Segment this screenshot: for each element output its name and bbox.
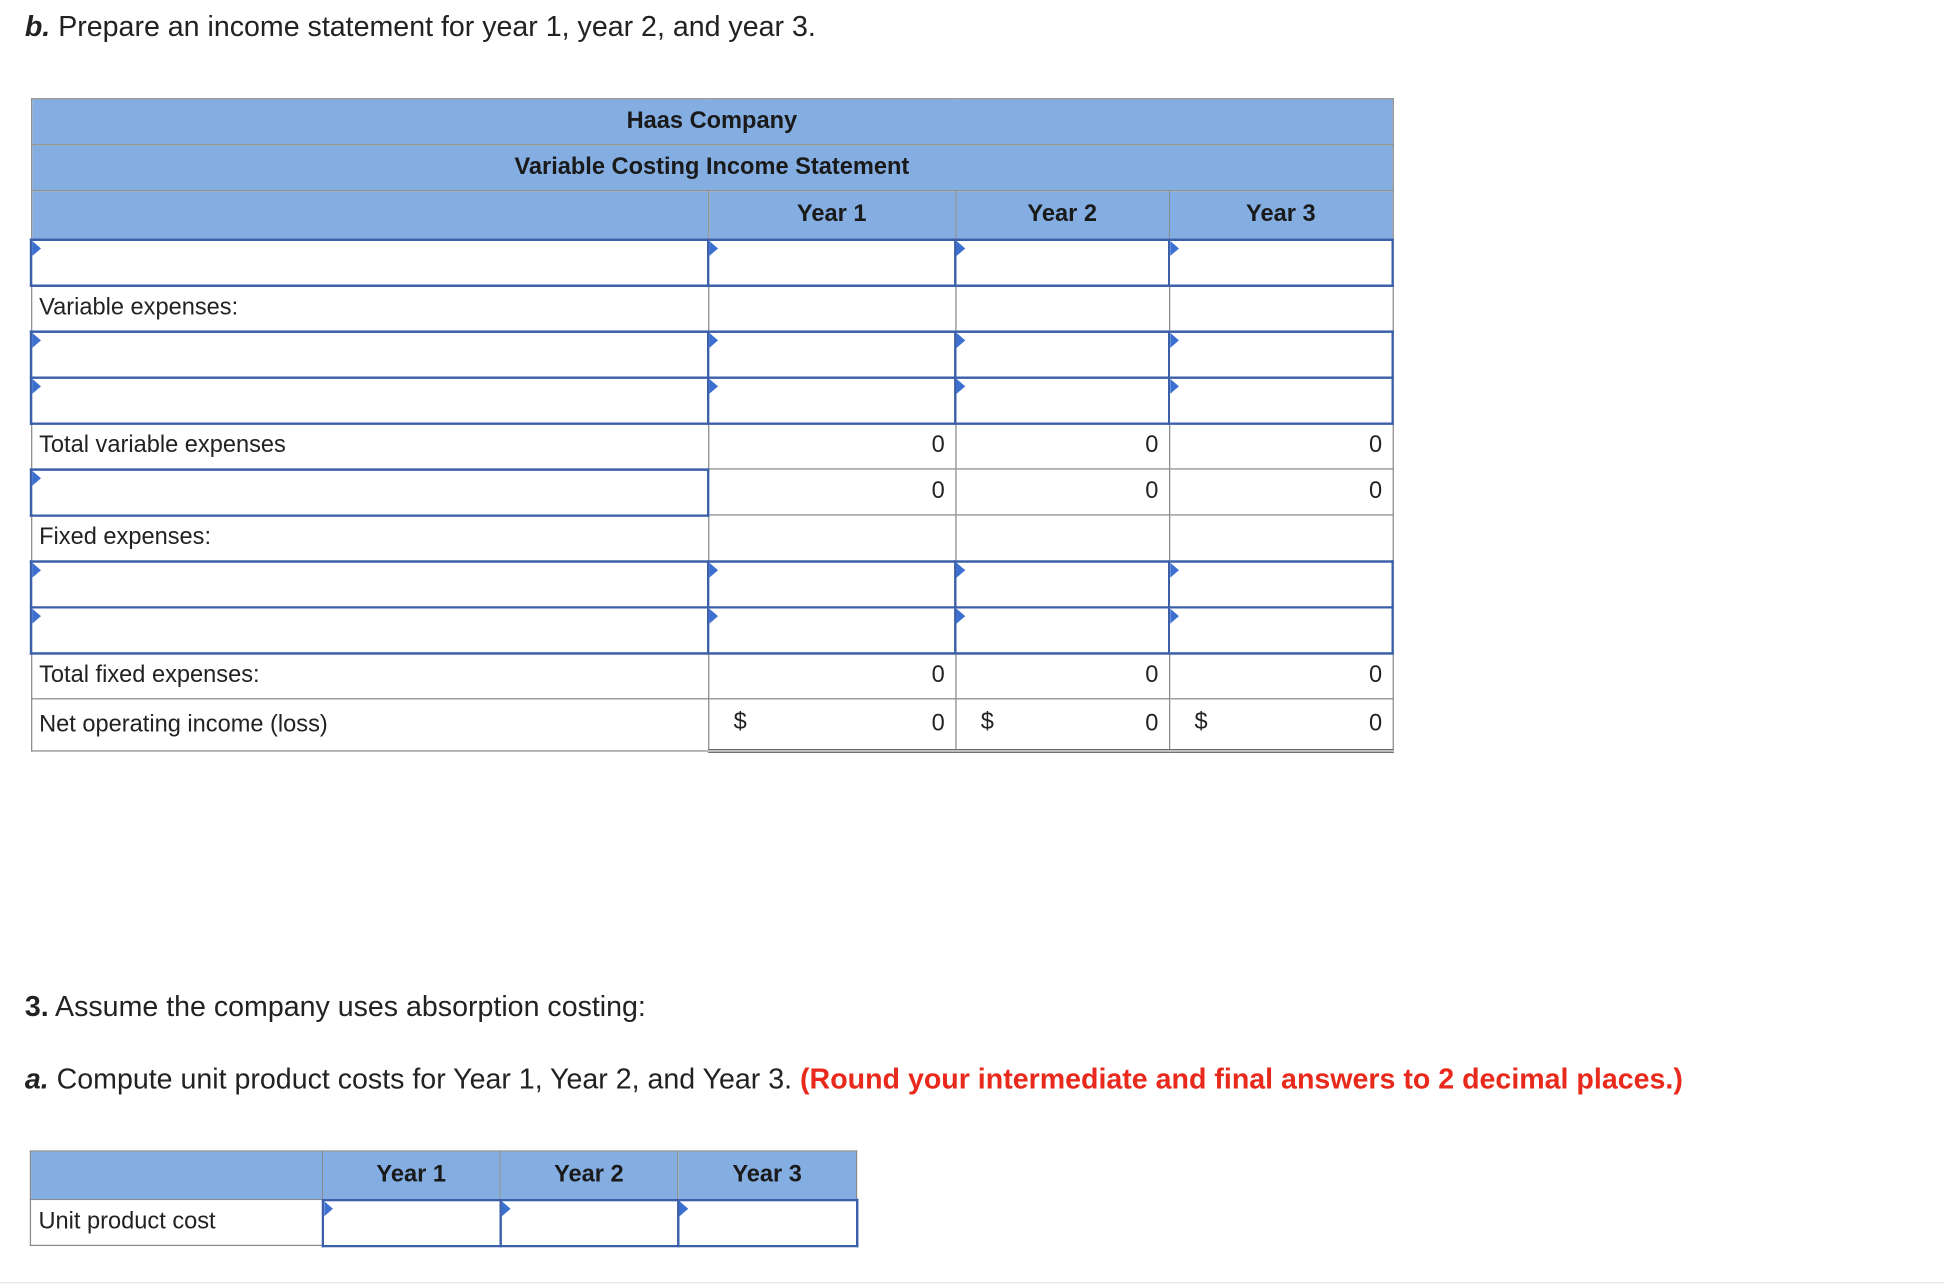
contribution-year-2: 0 [955, 469, 1169, 515]
income-statement-table [30, 98, 1394, 753]
fixed-expense-2-year-3-input[interactable] [1169, 607, 1393, 653]
part-b-text: Prepare an income statement for year 1, year 2, and year 3. [58, 9, 816, 43]
fixed-expenses-year-3-cell [1169, 515, 1393, 561]
fixed-expenses-year-2-cell [955, 515, 1169, 561]
total-variable-expenses-label: Total variable expenses [31, 423, 708, 469]
variable-expense-1-year-2-input[interactable] [955, 331, 1169, 377]
total-fixed-year-1: 0 [708, 653, 955, 699]
sales-year-3-input[interactable] [1169, 239, 1393, 285]
total-fixed-expenses-label: Total fixed expenses: [31, 653, 708, 699]
total-variable-year-2: 0 [955, 423, 1169, 469]
column-header-year-1: Year 1 [708, 191, 955, 239]
net-income-year-1-value: 0 [931, 710, 945, 737]
part-a-text: Compute unit product costs for Year 1, Year 2, and Year 3. [56, 1062, 793, 1095]
variable-expense-1-year-1-input[interactable] [708, 331, 955, 377]
sales-label-input[interactable] [31, 239, 708, 285]
fixed-expense-2-year-1-input[interactable] [708, 607, 955, 653]
header-blank [31, 191, 708, 239]
statement-title: Variable Costing Income Statement [31, 145, 1393, 191]
fixed-expense-1-year-3-input[interactable] [1169, 561, 1393, 607]
net-income-year-3 [1169, 699, 1393, 751]
sales-year-2-input[interactable] [955, 239, 1169, 285]
net-income-year-1 [708, 699, 955, 751]
currency-symbol: $ [1194, 709, 1208, 736]
unit-cost-year-3-input[interactable] [678, 1199, 857, 1245]
unit-cost-header-blank [30, 1151, 322, 1199]
currency-symbol: $ [980, 709, 994, 736]
net-income-year-2 [955, 699, 1169, 751]
column-header-year-3: Year 3 [1169, 191, 1393, 239]
fixed-expense-2-year-2-input[interactable] [955, 607, 1169, 653]
part-a-letter: a. [24, 1062, 49, 1095]
variable-expense-2-year-1-input[interactable] [708, 377, 955, 423]
part-3-number: 3. [24, 990, 49, 1023]
variable-expense-1-year-3-input[interactable] [1169, 331, 1393, 377]
company-name: Haas Company [31, 99, 1393, 145]
part-3-text: Assume the company uses absorption costing: [55, 990, 646, 1023]
fixed-expense-1-label-input[interactable] [31, 561, 708, 607]
fixed-expense-1-year-1-input[interactable] [708, 561, 955, 607]
part-3-heading [25, 990, 646, 1024]
column-header-year-2: Year 2 [955, 191, 1169, 239]
contribution-year-1: 0 [708, 469, 955, 515]
unit-cost-year-2-input[interactable] [500, 1199, 678, 1245]
unit-product-cost-table [30, 1150, 858, 1246]
variable-expense-2-label-input[interactable] [31, 377, 708, 423]
fixed-expenses-year-1-cell [708, 515, 955, 561]
rounding-instruction: (Round your intermediate and final answers to 2 decimal places.) [800, 1062, 1683, 1095]
variable-expenses-label: Variable expenses: [31, 285, 708, 331]
fixed-expense-1-year-2-input[interactable] [955, 561, 1169, 607]
unit-cost-header-year-2: Year 2 [500, 1151, 678, 1199]
net-operating-income-label: Net operating income (loss) [31, 699, 708, 751]
bottom-divider [0, 1282, 1944, 1283]
variable-expenses-year-3-cell [1169, 285, 1393, 331]
variable-expenses-year-2-cell [955, 285, 1169, 331]
part-a-heading [25, 1062, 1683, 1096]
part-b-letter: b. [24, 9, 51, 43]
unit-product-cost-label: Unit product cost [30, 1199, 322, 1245]
variable-expense-2-year-2-input[interactable] [955, 377, 1169, 423]
unit-cost-header-year-3: Year 3 [678, 1151, 857, 1199]
unit-cost-header-year-1: Year 1 [322, 1151, 500, 1199]
contribution-year-3: 0 [1169, 469, 1393, 515]
total-fixed-year-3: 0 [1169, 653, 1393, 699]
variable-expense-2-year-3-input[interactable] [1169, 377, 1393, 423]
fixed-expenses-label: Fixed expenses: [31, 515, 708, 561]
total-variable-year-1: 0 [708, 423, 955, 469]
contribution-label-input[interactable] [31, 469, 708, 515]
fixed-expense-2-label-input[interactable] [31, 607, 708, 653]
total-variable-year-3: 0 [1169, 423, 1393, 469]
net-income-year-3-value: 0 [1368, 710, 1383, 737]
variable-expense-1-label-input[interactable] [31, 331, 708, 377]
net-income-year-2-value: 0 [1145, 710, 1159, 737]
total-fixed-year-2: 0 [955, 653, 1169, 699]
unit-cost-year-1-input[interactable] [322, 1199, 500, 1245]
variable-expenses-year-1-cell [708, 285, 955, 331]
currency-symbol: $ [733, 709, 747, 736]
sales-year-1-input[interactable] [708, 239, 955, 285]
part-b-heading [25, 10, 816, 44]
